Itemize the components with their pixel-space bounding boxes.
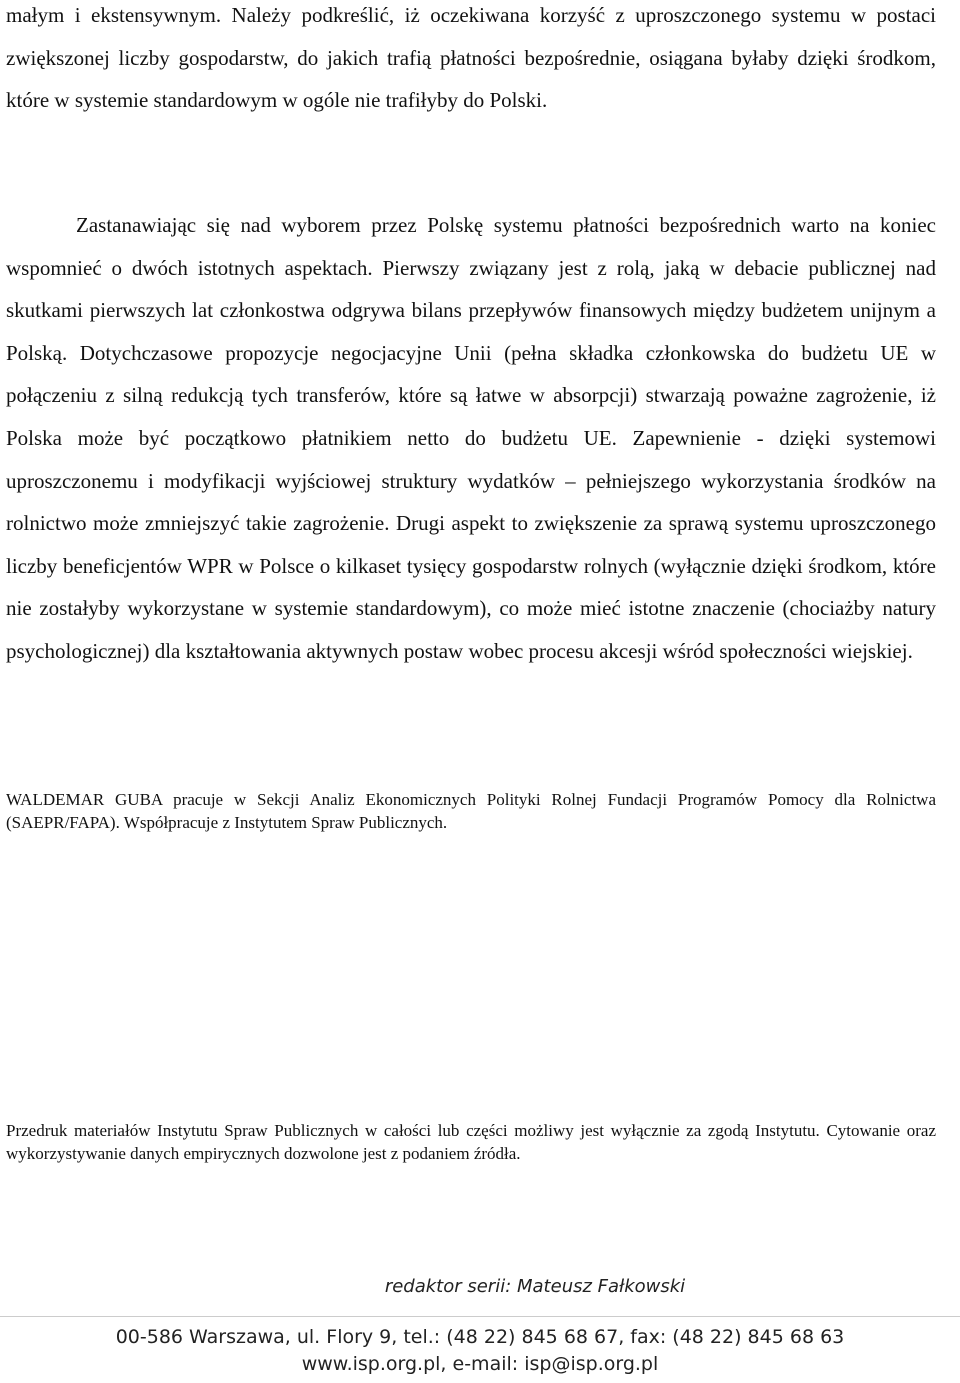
footer-contact: www.isp.org.pl, e-mail: isp@isp.org.pl bbox=[301, 1353, 659, 1375]
body-paragraph-aspects: Zastanawiając się nad wyborem przez Polskę systemu płatności bezpośrednich warto na koniec wspomnieć o dwóch istotnych aspektach. Pierwszy związany jest z rolą, jaką w debacie publicznej nad skutkami pierwszych lat członkostwa odgrywa bilans przepływów finansowych między budżetem unijnym a Polską. Dotychczasowe propozycje negocjacyjne Unii (pełna składka członkowska do budżetu UE w połączeniu z silną redukcją tych transferów, które są łatwe w absorpcji) stwarzają poważne zagrożenie, iż Polska może być początkowo płatnikiem netto do budżetu UE. Zapewnienie - dzięki systemowi uproszczonemu i modyfikacji wyjściowej struktury wydatków – pełniejszego wykorzystania środków na rolnictwo może zmniejszyć takie zagrożenie. Drugi aspekt to zwiększenie za sprawą systemu uproszczonego liczby beneficjentów WPR w Polsce o kilkaset tysięcy gospodarstw rolnych (wyłącznie dzięki środkom, które nie zostałyby wykorzystane w systemie standardowym), co może mieć istotne znaczenie (chociażby natury psychologicznej) dla kształtowania aktywnych postaw wobec procesu akcesji wśród społeczności wiejskiej. bbox=[6, 213, 936, 663]
series-editor: redaktor serii: Mateusz Fałkowski bbox=[384, 1276, 686, 1297]
footer-address: 00-586 Warszawa, ul. Flory 9, tel.: (48 22) 845 68 67, fax: (48 22) 845 68 63 bbox=[115, 1326, 845, 1348]
footer-divider bbox=[0, 1316, 960, 1317]
body-paragraph-continuation: małym i ekstensywnym. Należy podkreślić, iż oczekiwana korzyść z uproszczonego systemu w postaci zwiększonej liczby gospodarstw, do jakich trafią płatności bezpośrednie, osiągana byłaby dzięki środkom, które w systemie standardowym w ogóle nie trafiłyby do Polski. bbox=[6, 3, 936, 113]
author-note: WALDEMAR GUBA pracuje w Sekcji Analiz Ekonomicznych Polityki Rolnej Fundacji Programów Pomocy dla Rolnictwa (SAEPR/FAPA). Współpracuje z Instytutem Spraw Publicznych. bbox=[6, 790, 936, 832]
reprint-notice: Przedruk materiałów Instytutu Spraw Publicznych w całości lub części możliwy jest wyłącznie za zgodą Instytutu. Cytowanie oraz wykorzystywanie danych empirycznych dozwolone jest z podaniem źródła. bbox=[6, 1121, 936, 1163]
